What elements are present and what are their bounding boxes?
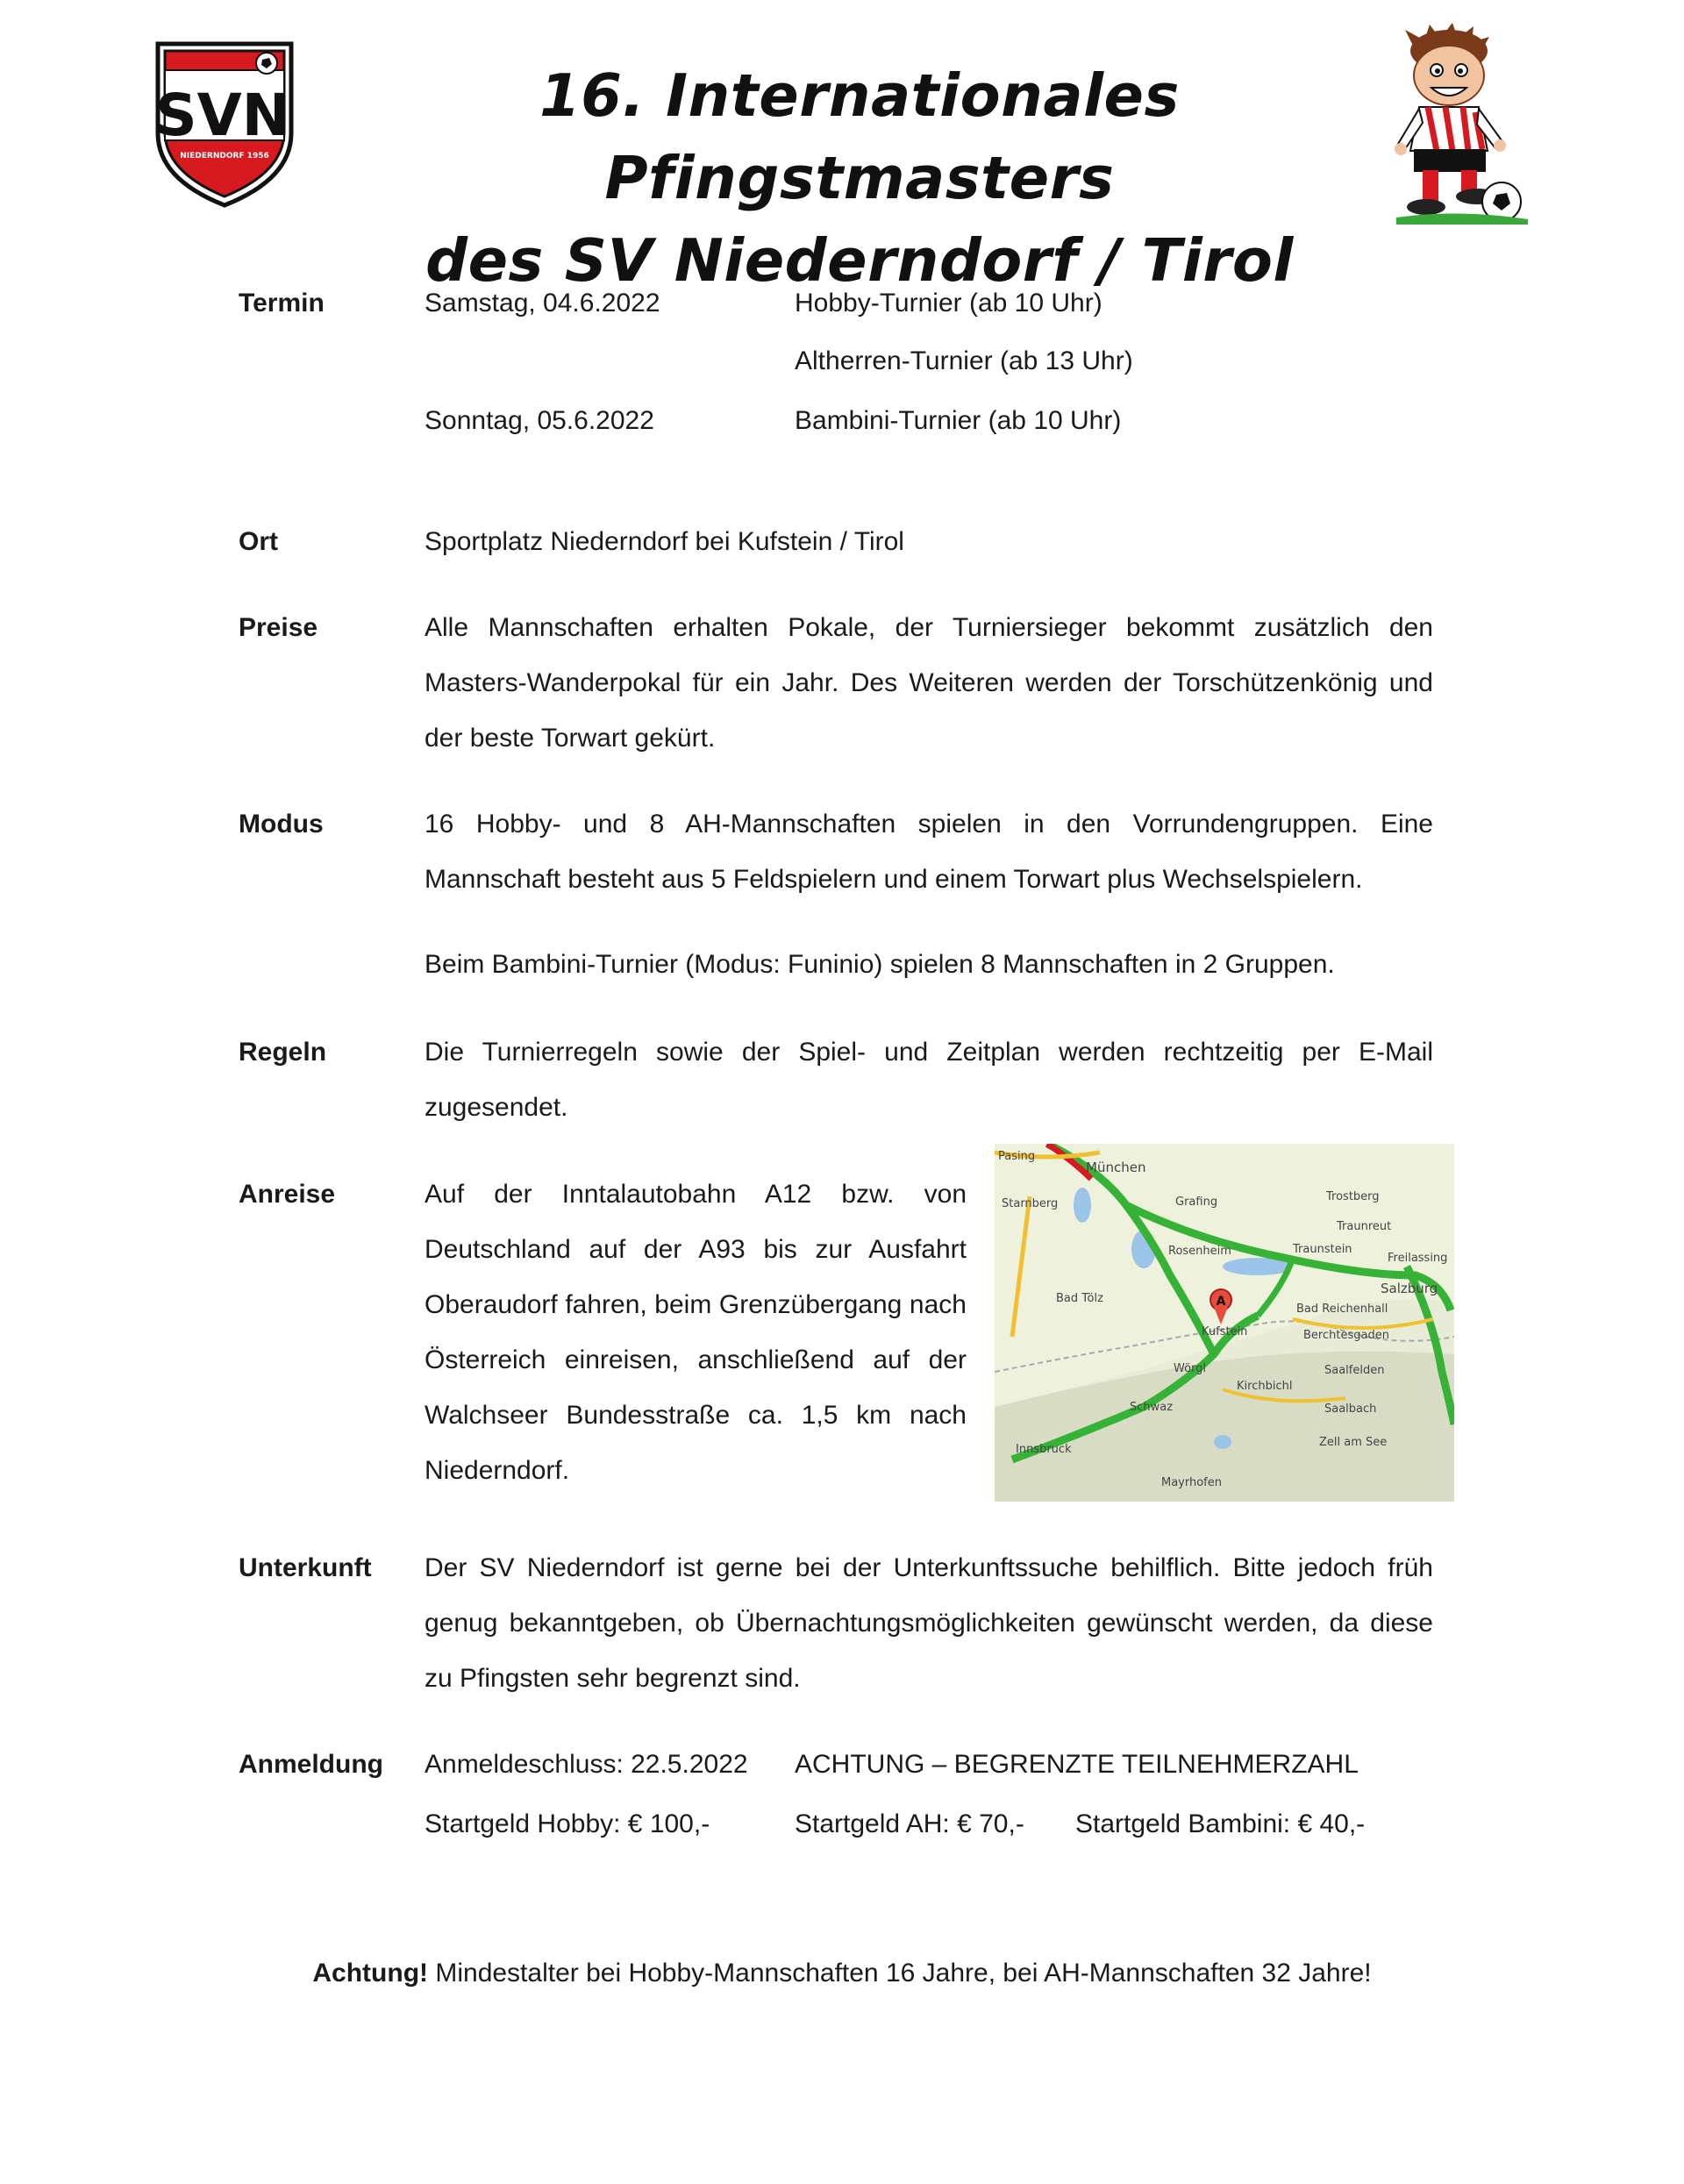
map-label: Pasing xyxy=(998,1150,1036,1163)
map-label: Traunreut xyxy=(1337,1220,1392,1233)
termin-day1-event1: Hobby-Turnier (ab 10 Uhr) xyxy=(795,289,1102,318)
map-label: Mayrhofen xyxy=(1161,1476,1222,1489)
map-label: Salzburg xyxy=(1381,1281,1438,1296)
label-anreise: Anreise xyxy=(239,1180,336,1209)
map-label: Kirchbichl xyxy=(1237,1380,1293,1393)
route-map xyxy=(995,1144,1454,1502)
label-termin: Termin xyxy=(239,289,325,318)
map-label: Bad Reichenhall xyxy=(1296,1303,1388,1316)
logo-text: SVN xyxy=(155,82,290,149)
mascot-image xyxy=(1379,21,1542,225)
termin-day1-event2: Altherren-Turnier (ab 13 Uhr) xyxy=(795,346,1133,375)
footer-bold: Achtung! xyxy=(312,1959,429,1988)
anmeldung-deadline: Anmeldeschluss: 22.5.2022 xyxy=(425,1750,748,1779)
label-anmeldung: Anmeldung xyxy=(239,1750,383,1779)
modus-text-2: Beim Bambini-Turnier (Modus: Funinio) spielen 8 Mannschaften in 2 Gruppen. xyxy=(425,950,1335,979)
map-label: Rosenheim xyxy=(1168,1245,1231,1258)
footer-note xyxy=(0,1956,1684,1991)
modus-text-1: 16 Hobby- und 8 AH-Mannschaften spielen in den Vorrundengruppen. Eine Mannschaft besteht aus 5 Feldspielern und einem Torwart plus Wechselspielern. xyxy=(425,810,1433,894)
regeln-text: Die Turnierregeln sowie der Spiel- und Zeitplan werden rechtzeitig per E-Mail zugesendet. xyxy=(425,1038,1433,1122)
title-line-1: 16. Internationales Pfingstmasters xyxy=(539,61,1180,212)
ort-text: Sportplatz Niederndorf bei Kufstein / Tirol xyxy=(425,527,904,556)
preise-text: Alle Mannschaften erhalten Pokale, der Turniersieger bekommt zusätzlich den Masters-Wanderpokal für ein Jahr. Des Weiteren werden der Torschützenkönig und der beste Torwart gekürt. xyxy=(425,613,1433,753)
map-label: Traunstein xyxy=(1293,1243,1352,1256)
map-label: Saalfelden xyxy=(1324,1364,1385,1377)
logo-subtext: NIEDERNDORF 1956 xyxy=(180,152,269,161)
unterkunft-text: Der SV Niederndorf ist gerne bei der Unterkunftssuche behilflich. Bitte jedoch früh genug bekanntgeben, ob Übernachtungsmöglichkeiten gewünscht werden, da diese zu Pfingsten sehr begrenzt sind. xyxy=(425,1553,1433,1693)
title-line-2: des SV Niederndorf / Tirol xyxy=(425,226,1294,295)
termin-day2-event1: Bambini-Turnier (ab 10 Uhr) xyxy=(795,406,1122,435)
map-label: München xyxy=(1086,1160,1146,1175)
anreise-text: Auf der Inntalautobahn A12 bzw. von Deutschland auf der A93 bis zur Ausfahrt Oberaudorf fahren, beim Grenzübergang nach Österreich einreisen, anschließend auf der Walchseer Bundesstraße ca. 1,5 km nach Niederndorf. xyxy=(425,1180,967,1485)
map-label: Berchtesgaden xyxy=(1303,1329,1389,1342)
map-label: Saalbach xyxy=(1324,1402,1377,1416)
map-label: Kufstein xyxy=(1202,1325,1248,1338)
map-label: Innsbruck xyxy=(1016,1443,1072,1456)
map-label: Schwaz xyxy=(1130,1401,1174,1414)
page-title xyxy=(316,54,1403,302)
anmeldung-warning: ACHTUNG – BEGRENZTE TEILNEHMERZAHL xyxy=(795,1750,1359,1779)
map-label: Zell am See xyxy=(1319,1436,1388,1449)
label-modus: Modus xyxy=(239,810,324,839)
label-unterkunft: Unterkunft xyxy=(239,1553,372,1582)
fee-ah: Startgeld AH: € 70,- xyxy=(795,1809,1024,1838)
svn-club-logo xyxy=(153,37,296,211)
label-ort: Ort xyxy=(239,527,278,556)
map-label: Starnberg xyxy=(1002,1197,1059,1210)
map-label: Wörgl xyxy=(1174,1362,1207,1375)
map-label: Freilassing xyxy=(1388,1252,1448,1265)
map-label: Grafing xyxy=(1175,1195,1218,1209)
fee-hobby: Startgeld Hobby: € 100,- xyxy=(425,1809,710,1838)
map-label: Trostberg xyxy=(1326,1190,1380,1203)
map-label: Bad Tölz xyxy=(1056,1292,1103,1305)
label-preise: Preise xyxy=(239,613,318,642)
fee-bambini: Startgeld Bambini: € 40,- xyxy=(1075,1809,1366,1838)
label-regeln: Regeln xyxy=(239,1038,327,1067)
footer-text: Mindestalter bei Hobby-Mannschaften 16 Jahre, bei AH-Mannschaften 32 Jahre! xyxy=(428,1959,1372,1988)
termin-day2: Sonntag, 05.6.2022 xyxy=(425,406,654,435)
map-marker-label: A xyxy=(1216,1295,1226,1309)
termin-day1: Samstag, 04.6.2022 xyxy=(425,289,660,318)
